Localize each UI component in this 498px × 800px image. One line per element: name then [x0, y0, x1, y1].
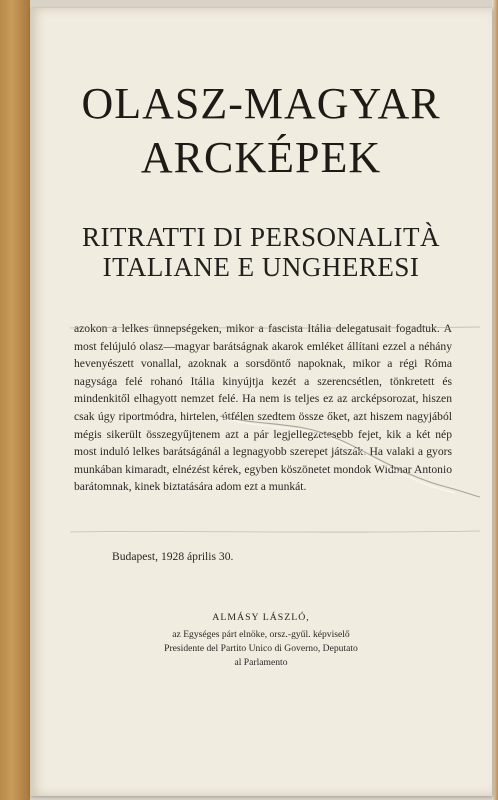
book-page — [30, 8, 492, 796]
signature-name: ALMÁSY LÁSZLÓ, — [212, 612, 310, 623]
subtitle-line-1: RITRATTI DI PERSONALITÀ — [82, 222, 440, 252]
title-line-1: OLASZ-MAGYAR — [81, 79, 441, 128]
page-edge — [492, 0, 498, 800]
signature-title-it-2: al Parlamento — [234, 657, 288, 668]
preface-text — [74, 320, 452, 496]
signature-title-it: Presidente del Partito Unico di Governo, Deputato — [164, 643, 358, 654]
signature-title-hu: az Egységes párt elnöke, orsz.-gyűl. képviselő — [172, 629, 350, 640]
title-line-2: ARCKÉPEK — [140, 133, 382, 182]
subtitle-line-2: ITALIANE E UNGHERESI — [102, 252, 420, 282]
preface-date: Budapest, 1928 április 30. — [112, 550, 234, 563]
preface-paragraph: azokon a lelkes ünnepségeken, mikor a fascista Itália delegatusait fogadtuk. A most felújuló olasz—magyar barátságnak akarok emléket állítani ezzel a néhány hevenyészett vonallal, azoknak a sorsdöntő napoknak, mikor a régi Róma nagysága felé rohanó Itália kinyújtja kezét a szerencsétlen, tönkretett és mindenkitől elhagyott nemzet felé. Ha nem is teljes ez az arcképsorozat, hiszen csak úgy riportmódra, hirtelen, útfélen szedtem össze őket, azt hiszem nagyjából mégis sikerült összegyűjtenem azt a pár legjellegzetesebb fejet, kik a két nép most induló lelkes barátságánál a legnagyobb szerepet játszák. Ha valaki a gyors munkában kimaradt, elnézést kérek, egyben köszönetet mondok Widmar Antonio barátomnak, kinek biztatására adom ezt a munkát. — [74, 322, 452, 494]
book-spine — [0, 0, 30, 800]
